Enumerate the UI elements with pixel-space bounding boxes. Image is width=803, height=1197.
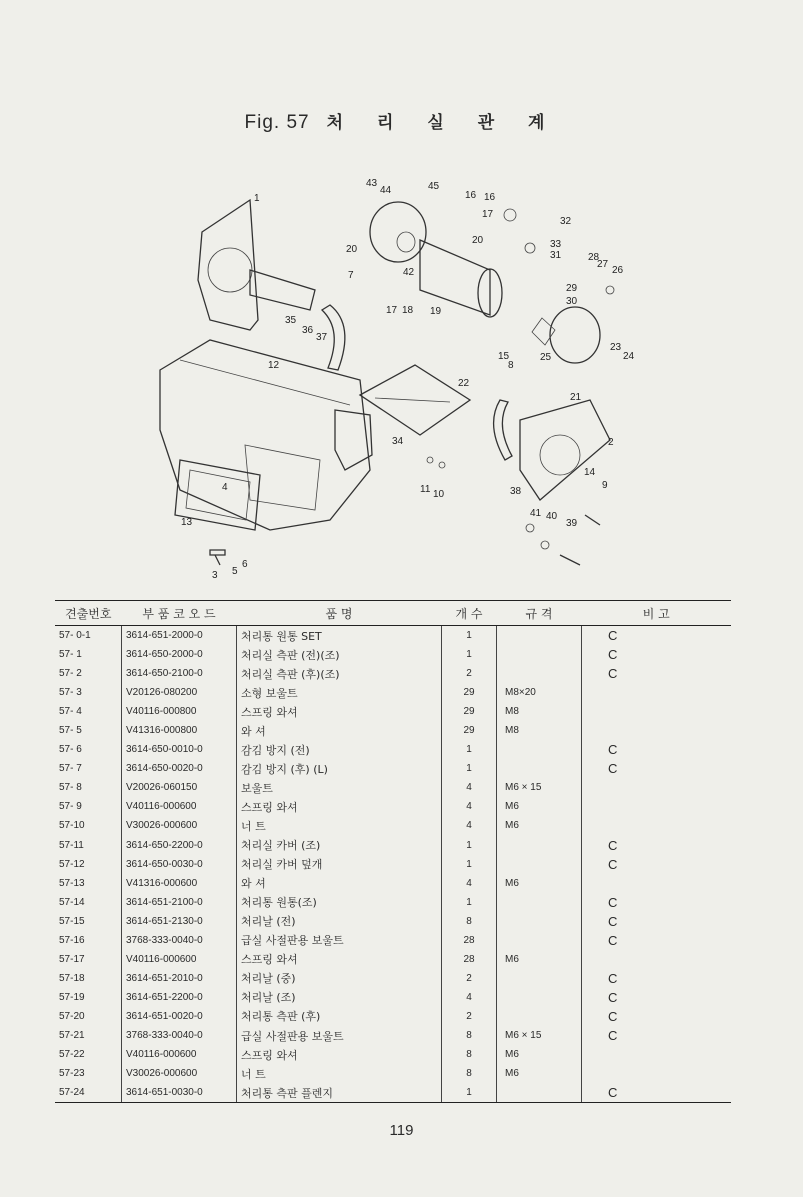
table-row <box>55 836 731 855</box>
cell-qty: 1 <box>442 759 497 778</box>
cell-spec: M6 <box>497 1045 582 1064</box>
cell-code: V20026-060150 <box>122 778 237 797</box>
cell-spec <box>497 988 582 1007</box>
cell-spec <box>497 740 582 759</box>
table-row <box>55 950 731 969</box>
cell-note: C <box>582 1007 732 1026</box>
table-row <box>55 931 731 950</box>
part-number-label: 35 <box>285 315 297 326</box>
cell-spec: M6 <box>497 797 582 816</box>
cell-no: 57-18 <box>59 972 85 984</box>
cell-code: 3614-650-2200-0 <box>122 836 237 855</box>
table-row <box>55 759 731 778</box>
part-number-label: 20 <box>346 244 358 255</box>
bolt-38 <box>560 555 580 565</box>
cell-qty: 28 <box>442 950 497 969</box>
cell-name: 감김 방지 (후) (L) <box>237 759 442 778</box>
cell-qty: 2 <box>442 664 497 683</box>
part-number-label: 27 <box>597 259 609 270</box>
cell-code: V41316-000800 <box>122 721 237 740</box>
part-number-label: 2 <box>608 437 614 448</box>
part-number-label: 16 <box>484 192 496 203</box>
cell-qty: 29 <box>442 721 497 740</box>
cell-name: 소형 보울트 <box>237 683 442 702</box>
cell-name: 처리실 측판 (후)(조) <box>237 664 442 683</box>
part-number-label: 33 <box>550 239 562 250</box>
table-row <box>55 816 731 835</box>
cell-note: C <box>582 664 732 683</box>
part-number-label: 44 <box>380 185 392 196</box>
cell-no: 57-19 <box>59 991 85 1003</box>
cell-spec: M8 <box>497 721 582 740</box>
cell-no: 57-15 <box>59 915 85 927</box>
anti-wrap-rear <box>494 400 512 460</box>
cell-code: V40116-000800 <box>122 702 237 721</box>
table-row <box>55 721 731 740</box>
side-plate-front <box>198 200 258 330</box>
table-row <box>55 1045 731 1064</box>
cell-spec <box>497 664 582 683</box>
cell-name: 처리날 (중) <box>237 969 442 988</box>
part-number-label: 25 <box>540 352 552 363</box>
cell-qty: 1 <box>442 740 497 759</box>
bracket-part <box>250 270 315 310</box>
part-number-label: 30 <box>566 296 578 307</box>
cell-note: C <box>582 1026 732 1045</box>
table-row <box>55 1007 731 1026</box>
cell-name: 스프링 와셔 <box>237 702 442 721</box>
cell-spec <box>497 855 582 874</box>
drum-side-plate-top <box>370 202 426 262</box>
cell-name: 감김 방지 (전) <box>237 740 442 759</box>
cell-qty: 28 <box>442 931 497 950</box>
cell-no: 57-14 <box>59 896 85 908</box>
cell-no: 57-10 <box>59 820 85 832</box>
part-number-label: 28 <box>588 252 600 263</box>
cell-qty: 29 <box>442 683 497 702</box>
cell-code: 3614-650-0010-0 <box>122 740 237 759</box>
part-number-label: 45 <box>428 181 440 192</box>
cell-name: 급실 사절판용 보울트 <box>237 931 442 950</box>
drum-side-plate-rear <box>550 307 600 363</box>
cell-qty: 4 <box>442 816 497 835</box>
part-number-label: 3 <box>212 570 218 581</box>
cell-code: 3614-651-2000-0 <box>122 626 237 646</box>
cell-code: 3614-650-2100-0 <box>122 664 237 683</box>
table-row <box>55 912 731 931</box>
cell-no: 57- 4 <box>59 706 82 718</box>
col-part-code: 부 품 코 오 드 <box>122 601 237 626</box>
cell-spec <box>497 836 582 855</box>
cell-no: 57-16 <box>59 934 85 946</box>
cell-name: 너 트 <box>237 1064 442 1083</box>
part-number-label: 40 <box>546 511 558 522</box>
cell-note <box>582 1064 732 1083</box>
part-number-label: 7 <box>348 270 354 281</box>
bolt-8 <box>585 515 600 525</box>
cell-no: 57-11 <box>59 839 84 851</box>
cell-name: 처리통 측판 플렌지 <box>237 1083 442 1103</box>
table-row <box>55 988 731 1007</box>
cell-code: V40116-000600 <box>122 950 237 969</box>
cell-name: 스프링 와셔 <box>237 1045 442 1064</box>
cell-note <box>582 797 732 816</box>
cell-no: 57- 1 <box>59 649 82 661</box>
part-number-label: 39 <box>566 518 578 529</box>
cell-code: V40116-000600 <box>122 797 237 816</box>
parts-table <box>55 600 731 1103</box>
cell-spec <box>497 645 582 664</box>
cell-code: 3614-651-2100-0 <box>122 893 237 912</box>
part-number-label: 24 <box>623 351 635 362</box>
cell-note <box>582 816 732 835</box>
cell-note <box>582 683 732 702</box>
cell-spec <box>497 969 582 988</box>
cell-qty: 4 <box>442 988 497 1007</box>
cell-code: V40116-000600 <box>122 1045 237 1064</box>
exploded-parts-diagram <box>150 170 650 590</box>
cell-code: 3614-651-2200-0 <box>122 988 237 1007</box>
cell-code: V30026-000600 <box>122 816 237 835</box>
cell-note: C <box>582 988 732 1007</box>
cell-code: 3614-651-2130-0 <box>122 912 237 931</box>
part-number-label: 23 <box>610 342 622 353</box>
col-spec: 규 격 <box>497 601 582 626</box>
parts-table-body <box>55 626 731 1103</box>
cell-spec <box>497 759 582 778</box>
part-number-label: 43 <box>366 178 378 189</box>
cell-no: 57-13 <box>59 877 85 889</box>
cell-note <box>582 874 732 893</box>
cell-code: 3614-651-2010-0 <box>122 969 237 988</box>
cell-spec: M8 <box>497 702 582 721</box>
cell-note <box>582 950 732 969</box>
part-number-label: 15 <box>498 351 510 362</box>
part-number-label: 21 <box>570 392 582 403</box>
cell-no: 57- 2 <box>59 668 82 680</box>
cell-note: C <box>582 931 732 950</box>
cell-qty: 1 <box>442 626 497 646</box>
cell-no: 57-17 <box>59 953 85 965</box>
figure-heading: 처 리 실 관 계 <box>326 113 559 133</box>
cell-qty: 8 <box>442 1045 497 1064</box>
part-number-label: 4 <box>222 482 228 493</box>
part-number-label: 22 <box>458 378 470 389</box>
cell-no: 57- 9 <box>59 801 82 813</box>
part-number-label: 6 <box>242 559 248 570</box>
table-row <box>55 1064 731 1083</box>
cell-qty: 1 <box>442 855 497 874</box>
cell-code: 3768-333-0040-0 <box>122 1026 237 1045</box>
cell-qty: 4 <box>442 874 497 893</box>
cell-no: 57-20 <box>59 1010 85 1022</box>
cell-name: 처리실 측판 (전)(조) <box>237 645 442 664</box>
cell-note: C <box>582 836 732 855</box>
cell-note <box>582 778 732 797</box>
part-number-label: 17 <box>386 305 398 316</box>
cell-name: 처리날 (조) <box>237 988 442 1007</box>
cell-note: C <box>582 855 732 874</box>
cell-no: 57-22 <box>59 1049 85 1061</box>
part-number-label: 42 <box>403 267 415 278</box>
part-number-label: 20 <box>472 235 484 246</box>
cell-spec <box>497 1007 582 1026</box>
cell-qty: 1 <box>442 645 497 664</box>
table-row <box>55 683 731 702</box>
part-number-label: 41 <box>530 508 542 519</box>
cell-note: C <box>582 626 732 646</box>
cell-name: 처리날 (전) <box>237 912 442 931</box>
cell-code: V41316-000600 <box>122 874 237 893</box>
cell-spec <box>497 931 582 950</box>
cell-qty: 4 <box>442 778 497 797</box>
cell-note: C <box>582 893 732 912</box>
cell-qty: 1 <box>442 836 497 855</box>
table-row <box>55 1026 731 1045</box>
table-header-row <box>55 601 731 626</box>
table-row <box>55 740 731 759</box>
part-number-label: 10 <box>433 489 445 500</box>
part-number-label: 34 <box>392 436 404 447</box>
table-row <box>55 855 731 874</box>
part-number-label: 29 <box>566 283 578 294</box>
part-number-label: 5 <box>232 566 238 577</box>
col-note: 비 고 <box>582 601 732 626</box>
figure-number: Fig. 57 <box>244 112 310 133</box>
cell-name: 급실 사절판용 보울트 <box>237 1026 442 1045</box>
part-number-label: 1 <box>254 193 260 204</box>
part-number-label: 17 <box>482 209 494 220</box>
cell-note: C <box>582 740 732 759</box>
cell-note: C <box>582 969 732 988</box>
cell-no: 57-23 <box>59 1068 85 1080</box>
cell-no: 57- 8 <box>59 782 82 794</box>
table-row <box>55 778 731 797</box>
cell-spec: M8×20 <box>497 683 582 702</box>
table-row <box>55 702 731 721</box>
cell-name: 처리통 측판 (후) <box>237 1007 442 1026</box>
cell-spec <box>497 912 582 931</box>
cell-name: 스프링 와셔 <box>237 797 442 816</box>
cell-no: 57- 7 <box>59 763 82 775</box>
cell-spec: M6 <box>497 816 582 835</box>
cell-qty: 8 <box>442 912 497 931</box>
cell-no: 57-24 <box>55 1083 122 1103</box>
col-ref-no: 견출번호 <box>55 601 122 626</box>
cell-spec: M6 × 15 <box>497 1026 582 1045</box>
col-qty: 개 수 <box>442 601 497 626</box>
cell-spec <box>497 1083 582 1103</box>
cell-code: 3614-651-0020-0 <box>122 1007 237 1026</box>
cell-qty: 2 <box>442 969 497 988</box>
col-part-name: 품 명 <box>237 601 442 626</box>
table-row <box>55 893 731 912</box>
cell-name: 처리실 카버 (조) <box>237 836 442 855</box>
part-number-label: 31 <box>550 250 562 261</box>
cell-name: 처리통 원통 SET <box>237 626 442 646</box>
part-number-label: 14 <box>584 467 596 478</box>
cell-no: 57-12 <box>59 858 85 870</box>
cell-qty: 2 <box>442 1007 497 1026</box>
cell-no: 57- 0-1 <box>59 630 91 642</box>
cell-spec: M6 <box>497 874 582 893</box>
part-number-label: 36 <box>302 325 314 336</box>
cell-qty: 1 <box>442 1083 497 1103</box>
cell-code: V30026-000600 <box>122 1064 237 1083</box>
part-number-label: 8 <box>508 360 514 371</box>
table-row <box>55 664 731 683</box>
cell-name: 와 셔 <box>237 874 442 893</box>
cell-spec: M6 <box>497 1064 582 1083</box>
part-number-label: 9 <box>602 480 608 491</box>
cell-note: C <box>582 912 732 931</box>
cell-note: C <box>582 759 732 778</box>
cell-code: 3614-650-0030-0 <box>122 855 237 874</box>
table-row <box>55 626 731 646</box>
cell-name: 와 셔 <box>237 721 442 740</box>
cell-code: V20126-080200 <box>122 683 237 702</box>
cell-code: 3768-333-0040-0 <box>122 931 237 950</box>
part-number-label: 12 <box>268 360 280 371</box>
part-number-label: 11 <box>420 484 431 495</box>
part-number-label: 32 <box>560 216 572 227</box>
cell-code: 3614-650-2000-0 <box>122 645 237 664</box>
cell-note <box>582 702 732 721</box>
side-plate-rear <box>520 400 610 500</box>
part-number-label: 38 <box>510 486 522 497</box>
cell-note <box>582 721 732 740</box>
cell-name: 처리통 원통(조) <box>237 893 442 912</box>
cell-no: 57- 3 <box>59 687 82 699</box>
part-number-label: 26 <box>612 265 624 276</box>
table-row <box>55 1083 731 1103</box>
table-row <box>55 645 731 664</box>
cell-code: 3614-650-0020-0 <box>122 759 237 778</box>
cell-note: C <box>582 1083 732 1103</box>
cell-no: 57- 6 <box>59 744 82 756</box>
table-row <box>55 797 731 816</box>
cell-code: 3614-651-0030-0 <box>122 1083 237 1103</box>
cell-name: 처리실 카버 덮개 <box>237 855 442 874</box>
bolt-3 <box>210 550 225 565</box>
cell-qty: 29 <box>442 702 497 721</box>
figure-title <box>0 108 803 134</box>
cover-window <box>245 445 320 510</box>
cell-spec <box>497 626 582 646</box>
cell-note: C <box>582 645 732 664</box>
part-number-label: 19 <box>430 306 442 317</box>
cell-name: 스프링 와셔 <box>237 950 442 969</box>
cell-qty: 4 <box>442 797 497 816</box>
table-row <box>55 969 731 988</box>
part-number-label: 37 <box>316 332 328 343</box>
page-number: 119 <box>389 1122 414 1139</box>
cell-spec <box>497 893 582 912</box>
table-row <box>55 874 731 893</box>
cell-qty: 8 <box>442 1026 497 1045</box>
cell-spec: M6 <box>497 950 582 969</box>
cell-no: 57- 5 <box>59 725 82 737</box>
cell-no: 57-21 <box>59 1030 85 1041</box>
cell-name: 너 트 <box>237 816 442 835</box>
part-number-label: 18 <box>402 305 414 316</box>
cell-qty: 1 <box>442 893 497 912</box>
cell-qty: 8 <box>442 1064 497 1083</box>
cell-name: 보울트 <box>237 778 442 797</box>
cell-note <box>582 1045 732 1064</box>
part-number-label: 13 <box>181 517 193 528</box>
cell-spec: M6 × 15 <box>497 778 582 797</box>
part-number-label: 16 <box>465 190 477 201</box>
